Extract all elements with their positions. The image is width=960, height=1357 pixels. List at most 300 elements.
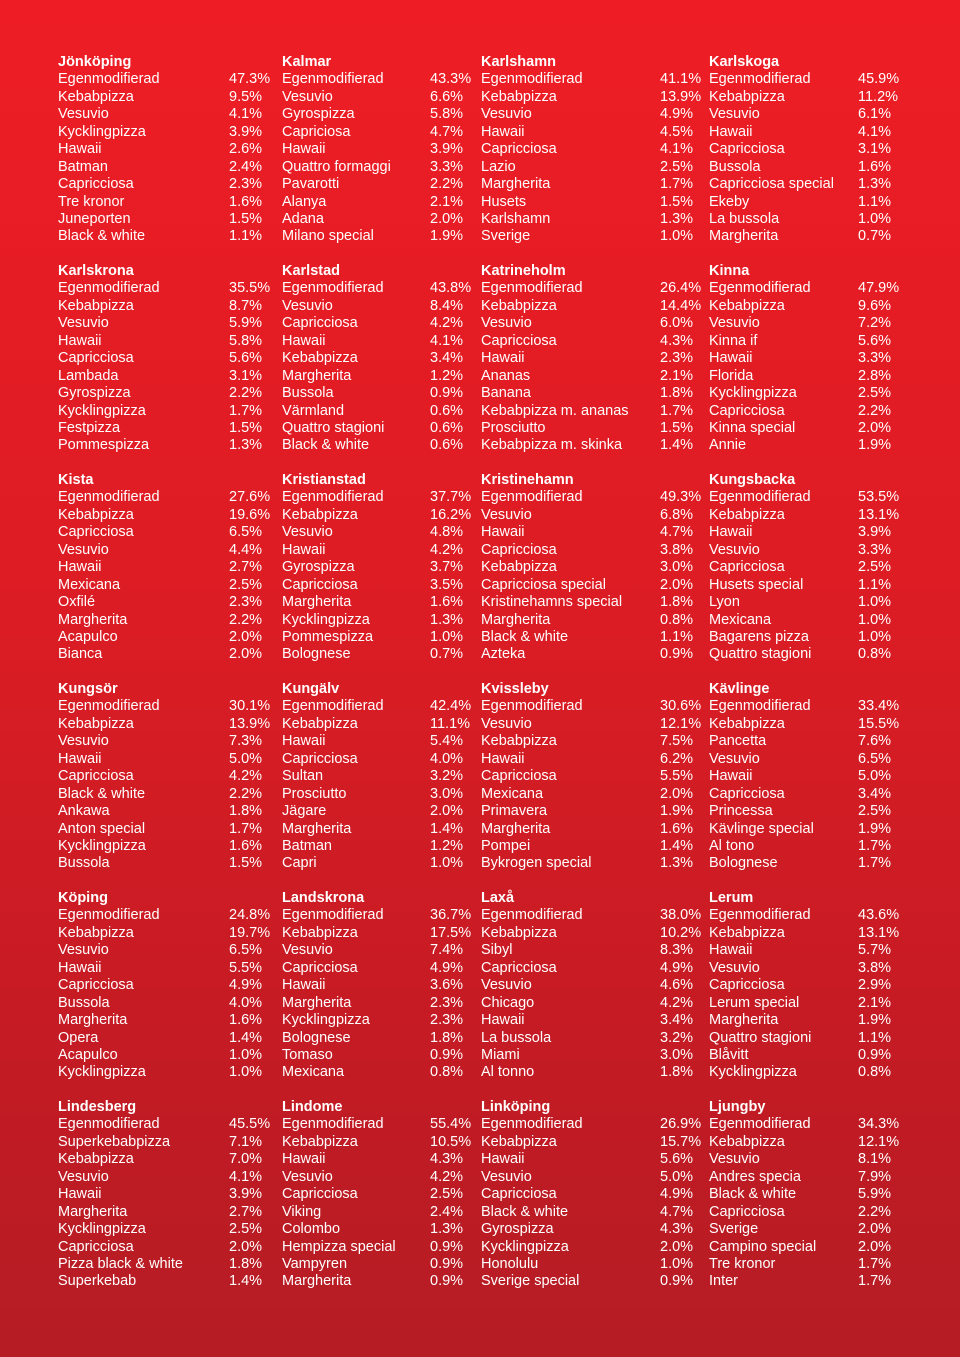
pizza-share: 2.5% — [858, 803, 892, 820]
pizza-row — [709, 159, 919, 176]
pizza-share: 2.5% — [660, 158, 694, 175]
pizza-share: 4.1% — [430, 332, 464, 349]
pizza-share: 5.0% — [858, 768, 892, 785]
pizza-share: 2.7% — [229, 1203, 263, 1220]
city-block — [58, 1099, 271, 1291]
pizza-share: 7.4% — [430, 942, 464, 959]
pizza-name: Hawaii — [481, 1151, 525, 1168]
pizza-share: 1.9% — [660, 803, 694, 820]
pizza-name: Margherita — [709, 228, 779, 245]
pizza-row — [481, 1064, 694, 1081]
pizza-name: Gyrospizza — [481, 1221, 554, 1238]
pizza-name: Husets — [481, 193, 527, 210]
pizza-share: 1.0% — [858, 210, 892, 227]
city-block — [282, 263, 492, 455]
pizza-share: 3.3% — [858, 350, 892, 367]
pizza-name: Margherita — [282, 367, 352, 384]
pizza-row — [709, 385, 919, 402]
pizza-row — [58, 1239, 268, 1256]
pizza-row — [58, 786, 268, 803]
pizza-name: Pizza black & white — [58, 1255, 183, 1272]
pizza-share: 4.0% — [229, 994, 263, 1011]
pizza-row — [282, 629, 492, 646]
pizza-row — [481, 541, 694, 559]
pizza-name: Vesuvio — [282, 942, 333, 959]
pizza-row — [282, 315, 492, 332]
pizza-row — [481, 733, 694, 750]
pizza-share: 4.6% — [660, 977, 694, 994]
pizza-share: 1.0% — [229, 1046, 263, 1063]
pizza-name: Hawaii — [58, 959, 102, 976]
pizza-row — [481, 506, 694, 524]
pizza-name: Mexicana — [282, 1064, 345, 1081]
pizza-name: Azteka — [481, 646, 526, 663]
pizza-row — [282, 507, 492, 524]
pizza-row — [282, 559, 492, 576]
pizza-share: 8.1% — [858, 1151, 892, 1168]
pizza-name: Viking — [282, 1203, 322, 1220]
pizza-row — [709, 977, 919, 994]
pizza-row — [709, 1239, 919, 1256]
pizza-name: Gyrospizza — [58, 385, 131, 402]
pizza-name: Vesuvio — [481, 1168, 532, 1185]
pizza-share: 1.8% — [660, 385, 694, 402]
pizza-share: 4.7% — [660, 524, 694, 541]
pizza-row — [58, 715, 271, 733]
pizza-name: Kycklingpizza — [282, 611, 370, 628]
city-block — [709, 263, 919, 455]
pizza-name: Capricciosa — [481, 332, 557, 349]
pizza-name: Vesuvio — [709, 541, 760, 558]
city-block — [709, 890, 919, 1082]
pizza-share: 55.4% — [430, 1116, 472, 1133]
pizza-name: Sverige special — [481, 1273, 580, 1290]
pizza-name: Annie — [709, 437, 747, 454]
pizza-name: Kycklingpizza — [58, 123, 146, 140]
pizza-name: Honolulu — [481, 1255, 539, 1272]
pizza-name: Batman — [58, 158, 108, 175]
pizza-row — [709, 489, 919, 506]
pizza-share: 15.5% — [858, 715, 900, 732]
pizza-share: 5.9% — [229, 315, 263, 332]
pizza-row — [481, 106, 694, 123]
pizza-share: 1.9% — [858, 820, 892, 837]
pizza-name: Egenmodifierad — [282, 489, 384, 506]
pizza-share: 0.6% — [430, 437, 464, 454]
pizza-row — [481, 297, 702, 315]
pizza-share: 0.9% — [430, 1046, 464, 1063]
pizza-row — [282, 333, 492, 350]
pizza-share: 1.9% — [858, 437, 892, 454]
pizza-row — [709, 1047, 919, 1064]
pizza-name: Vesuvio — [58, 942, 109, 959]
pizza-name: Kebabpizza — [481, 733, 557, 750]
pizza-name: Alanya — [282, 193, 327, 210]
pizza-name: Black & white — [58, 785, 146, 802]
pizza-row — [709, 542, 919, 559]
pizza-share: 3.8% — [858, 959, 892, 976]
pizza-share: 1.7% — [858, 837, 892, 854]
pizza-name: Capricciosa — [709, 977, 785, 994]
city-name: Köping — [58, 890, 108, 906]
pizza-share: 0.9% — [430, 385, 464, 402]
pizza-name: Egenmodifierad — [282, 907, 384, 924]
pizza-row — [58, 646, 268, 663]
pizza-share: 2.3% — [430, 1012, 464, 1029]
pizza-name: Capricciosa — [58, 768, 134, 785]
pizza-row — [709, 1116, 919, 1133]
pizza-row — [282, 489, 492, 506]
pizza-share: 7.5% — [660, 733, 694, 750]
pizza-share: 3.9% — [229, 123, 263, 140]
pizza-name: Kycklingpizza — [58, 1064, 146, 1081]
pizza-row — [58, 333, 268, 350]
pizza-row — [58, 1030, 268, 1047]
pizza-name: Capricciosa — [709, 1203, 785, 1220]
pizza-share: 1.7% — [229, 820, 263, 837]
pizza-row — [481, 924, 702, 942]
pizza-share: 7.3% — [229, 733, 263, 750]
pizza-name: Kebabpizza m. skinka — [481, 437, 623, 454]
pizza-share: 0.9% — [430, 1238, 464, 1255]
pizza-name: Kebabpizza — [481, 559, 557, 576]
pizza-share: 0.8% — [430, 1064, 464, 1081]
pizza-row — [481, 715, 702, 733]
pizza-share: 4.5% — [660, 123, 694, 140]
pizza-name: Pompei — [481, 837, 531, 854]
pizza-share: 16.2% — [430, 506, 472, 523]
pizza-row — [709, 1273, 919, 1290]
pizza-share: 1.0% — [660, 1255, 694, 1272]
pizza-share: 26.9% — [660, 1116, 702, 1133]
city-name: Kävlinge — [709, 681, 770, 697]
pizza-share: 3.0% — [660, 1046, 694, 1063]
pizza-share: 3.1% — [858, 141, 892, 158]
pizza-share: 4.8% — [430, 524, 464, 541]
pizza-name: Margherita — [58, 1203, 128, 1220]
pizza-name: Primavera — [481, 803, 548, 820]
pizza-share: 30.1% — [229, 698, 271, 715]
pizza-share: 1.4% — [229, 1273, 263, 1290]
pizza-share: 1.9% — [858, 1012, 892, 1029]
pizza-row — [58, 577, 268, 594]
pizza-share: 1.7% — [858, 1255, 892, 1272]
pizza-row — [481, 768, 694, 785]
pizza-name: Hawaii — [481, 750, 525, 767]
city-name: Karlskrona — [58, 263, 134, 279]
pizza-name: Egenmodifierad — [282, 280, 384, 297]
pizza-row — [481, 559, 694, 576]
pizza-name: Kebabpizza m. ananas — [481, 402, 629, 419]
city-name: Kinna — [709, 263, 750, 279]
pizza-share: 2.0% — [229, 646, 263, 663]
pizza-share: 1.9% — [430, 228, 464, 245]
pizza-share: 2.6% — [229, 141, 263, 158]
pizza-share: 1.7% — [229, 402, 263, 419]
city-block — [58, 472, 271, 664]
pizza-share: 27.6% — [229, 489, 271, 506]
pizza-row — [481, 837, 694, 855]
pizza-row — [58, 1047, 268, 1064]
pizza-name: Vesuvio — [58, 541, 109, 558]
pizza-name: Vesuvio — [282, 88, 333, 105]
pizza-row — [481, 1116, 702, 1133]
pizza-share: 2.2% — [229, 385, 263, 402]
pizza-row — [282, 211, 492, 228]
pizza-name: Capricciosa — [709, 785, 785, 802]
pizza-name: Margherita — [481, 820, 551, 837]
pizza-share: 1.6% — [229, 837, 263, 854]
pizza-share: 10.2% — [660, 924, 702, 941]
city-block — [481, 890, 702, 1082]
pizza-name: Kebabpizza — [709, 924, 785, 941]
pizza-name: Juneporten — [58, 210, 131, 227]
pizza-share: 4.7% — [660, 1203, 694, 1220]
pizza-name: Kycklingpizza — [709, 1064, 797, 1081]
pizza-name: Anton special — [58, 820, 146, 837]
pizza-share: 3.4% — [660, 1012, 694, 1029]
pizza-share: 1.5% — [229, 855, 263, 872]
pizza-share: 3.3% — [430, 158, 464, 175]
pizza-name: Black & white — [481, 628, 569, 645]
pizza-share: 2.3% — [660, 350, 694, 367]
pizza-row — [58, 1186, 268, 1203]
pizza-row — [282, 141, 492, 158]
pizza-name: Bolognese — [709, 855, 778, 872]
pizza-row — [481, 71, 702, 88]
pizza-name: Vesuvio — [58, 1168, 109, 1185]
city-name: Jönköping — [58, 54, 132, 70]
city-block — [709, 1099, 919, 1291]
pizza-row — [58, 1221, 268, 1238]
pizza-share: 19.6% — [229, 506, 271, 523]
pizza-row — [481, 977, 694, 994]
pizza-row — [481, 907, 702, 924]
pizza-share: 26.4% — [660, 280, 702, 297]
pizza-name: Vesuvio — [58, 106, 109, 123]
pizza-share: 0.9% — [660, 646, 694, 663]
pizza-name: Al tono — [709, 837, 755, 854]
pizza-name: Ekeby — [709, 193, 750, 210]
pizza-name: Kebabpizza — [58, 924, 134, 941]
pizza-name: Hawaii — [58, 332, 102, 349]
pizza-name: Capricciosa — [58, 176, 134, 193]
pizza-row — [709, 995, 919, 1012]
pizza-name: Capricciosa — [58, 524, 134, 541]
pizza-row — [58, 924, 271, 942]
city-block — [282, 1099, 492, 1291]
city-name: Landskrona — [282, 890, 365, 906]
pizza-share: 2.5% — [858, 559, 892, 576]
pizza-share: 4.1% — [229, 1168, 263, 1185]
pizza-row — [282, 368, 492, 385]
pizza-name: Kebabpizza — [58, 1151, 134, 1168]
pizza-row — [709, 194, 919, 211]
pizza-name: Egenmodifierad — [481, 907, 583, 924]
pizza-row — [282, 1256, 492, 1273]
city-block — [282, 472, 492, 664]
pizza-name: Black & white — [58, 228, 146, 245]
pizza-row — [481, 367, 694, 385]
pizza-name: Hawaii — [481, 123, 525, 140]
pizza-share: 5.5% — [660, 768, 694, 785]
pizza-share: 49.3% — [660, 489, 702, 506]
pizza-name: Blåvitt — [709, 1046, 749, 1063]
pizza-row — [282, 612, 492, 629]
pizza-share: 1.7% — [660, 402, 694, 419]
pizza-row — [282, 1116, 492, 1133]
pizza-name: Egenmodifierad — [58, 1116, 160, 1133]
pizza-row — [58, 489, 271, 506]
pizza-name: Vesuvio — [282, 1168, 333, 1185]
pizza-share: 9.6% — [858, 297, 892, 314]
pizza-name: Vesuvio — [481, 977, 532, 994]
pizza-name: Pommespizza — [282, 628, 374, 645]
pizza-row — [481, 88, 702, 106]
city-name: Lerum — [709, 890, 754, 906]
pizza-name: Bolognese — [282, 646, 351, 663]
pizza-name: Lerum special — [709, 994, 800, 1011]
pizza-name: Vesuvio — [709, 750, 760, 767]
pizza-row — [709, 646, 919, 663]
pizza-name: Pancetta — [709, 733, 767, 750]
pizza-row — [58, 907, 271, 924]
pizza-share: 2.1% — [858, 994, 892, 1011]
pizza-name: Hawaii — [282, 977, 326, 994]
pizza-name: Superkebab — [58, 1273, 137, 1290]
pizza-name: Adana — [282, 210, 324, 227]
pizza-name: Egenmodifierad — [709, 907, 811, 924]
pizza-share: 4.7% — [430, 123, 464, 140]
pizza-share: 2.2% — [858, 1203, 892, 1220]
pizza-share: 4.9% — [660, 106, 694, 123]
pizza-row — [58, 385, 268, 402]
pizza-name: Capricciosa — [709, 402, 785, 419]
pizza-name: Capriciosa — [282, 123, 351, 140]
pizza-row — [282, 594, 492, 611]
pizza-name: Capricciosa — [282, 959, 358, 976]
pizza-row — [709, 350, 919, 367]
pizza-row — [282, 960, 492, 977]
pizza-row — [481, 1151, 694, 1168]
pizza-share: 1.2% — [430, 837, 464, 854]
pizza-share: 2.0% — [660, 1238, 694, 1255]
pizza-name: Margherita — [58, 1012, 128, 1029]
pizza-share: 4.1% — [660, 141, 694, 158]
pizza-row — [709, 838, 919, 855]
pizza-row — [282, 838, 492, 855]
pizza-name: Kebabpizza — [709, 506, 785, 523]
city-block — [481, 472, 702, 664]
pizza-name: Hawaii — [282, 733, 326, 750]
pizza-row — [481, 1168, 694, 1186]
pizza-name: Egenmodifierad — [709, 1116, 811, 1133]
pizza-share: 2.0% — [430, 803, 464, 820]
pizza-row — [282, 1012, 492, 1029]
pizza-share: 42.4% — [430, 698, 472, 715]
pizza-row — [282, 977, 492, 994]
pizza-name: Bussola — [709, 158, 761, 175]
pizza-row — [282, 855, 492, 872]
pizza-name: Kebabpizza — [282, 1133, 358, 1150]
pizza-name: Kycklingpizza — [282, 1012, 370, 1029]
pizza-name: Kebabpizza — [481, 1133, 557, 1150]
pizza-name: Bianca — [58, 646, 103, 663]
pizza-name: Hawaii — [58, 1186, 102, 1203]
pizza-name: Tomaso — [282, 1046, 333, 1063]
pizza-row — [481, 576, 694, 594]
pizza-name: Karlshamn — [481, 210, 551, 227]
pizza-row — [58, 315, 268, 332]
pizza-name: Colombo — [282, 1221, 341, 1238]
pizza-name: Vesuvio — [58, 315, 109, 332]
pizza-share: 1.1% — [858, 193, 892, 210]
pizza-share: 1.4% — [430, 820, 464, 837]
pizza-row — [282, 1134, 492, 1151]
pizza-share: 38.0% — [660, 907, 702, 924]
pizza-name: Kebabpizza — [282, 506, 358, 523]
pizza-share: 5.0% — [229, 750, 263, 767]
pizza-name: Bussola — [58, 994, 110, 1011]
pizza-share: 1.3% — [430, 611, 464, 628]
pizza-name: Capricciosa — [481, 541, 557, 558]
pizza-name: Prosciutto — [481, 419, 546, 436]
pizza-share: 3.7% — [430, 559, 464, 576]
pizza-share: 7.6% — [858, 733, 892, 750]
pizza-name: Egenmodifierad — [709, 698, 811, 715]
pizza-name: La bussola — [709, 210, 780, 227]
pizza-name: Tre kronor — [709, 1255, 776, 1272]
pizza-share: 3.5% — [430, 576, 464, 593]
pizza-row — [58, 1169, 268, 1186]
pizza-name: Vesuvio — [481, 506, 532, 523]
city-block — [481, 681, 702, 873]
pizza-row — [709, 1256, 919, 1273]
pizza-name: Vesuvio — [709, 315, 760, 332]
pizza-share: 1.5% — [660, 193, 694, 210]
pizza-name: Egenmodifierad — [481, 1116, 583, 1133]
pizza-row — [481, 1221, 694, 1238]
pizza-row — [481, 1029, 694, 1047]
pizza-share: 2.5% — [430, 1186, 464, 1203]
pizza-share: 1.3% — [660, 855, 694, 872]
pizza-name: Capricciosa — [282, 576, 358, 593]
pizza-row — [282, 768, 492, 785]
pizza-row — [58, 211, 268, 228]
pizza-share: 2.0% — [229, 1238, 263, 1255]
pizza-name: Hawaii — [481, 1012, 525, 1029]
pizza-share: 5.7% — [858, 942, 892, 959]
city-name: Kista — [58, 472, 94, 488]
pizza-share: 1.3% — [430, 1221, 464, 1238]
pizza-name: Vesuvio — [709, 1151, 760, 1168]
pizza-row — [709, 124, 919, 141]
pizza-row — [282, 298, 492, 315]
pizza-row — [481, 698, 702, 715]
pizza-name: Egenmodifierad — [481, 698, 583, 715]
pizza-name: Opera — [58, 1029, 99, 1046]
pizza-row — [709, 507, 919, 524]
pizza-share: 45.9% — [858, 71, 900, 88]
pizza-share: 1.4% — [660, 837, 694, 854]
pizza-row — [709, 1030, 919, 1047]
pizza-row — [481, 820, 694, 838]
pizza-row — [282, 786, 492, 803]
pizza-row — [282, 1273, 492, 1290]
pizza-name: Bykrogen special — [481, 855, 592, 872]
pizza-row — [481, 402, 694, 420]
pizza-row — [709, 280, 919, 297]
